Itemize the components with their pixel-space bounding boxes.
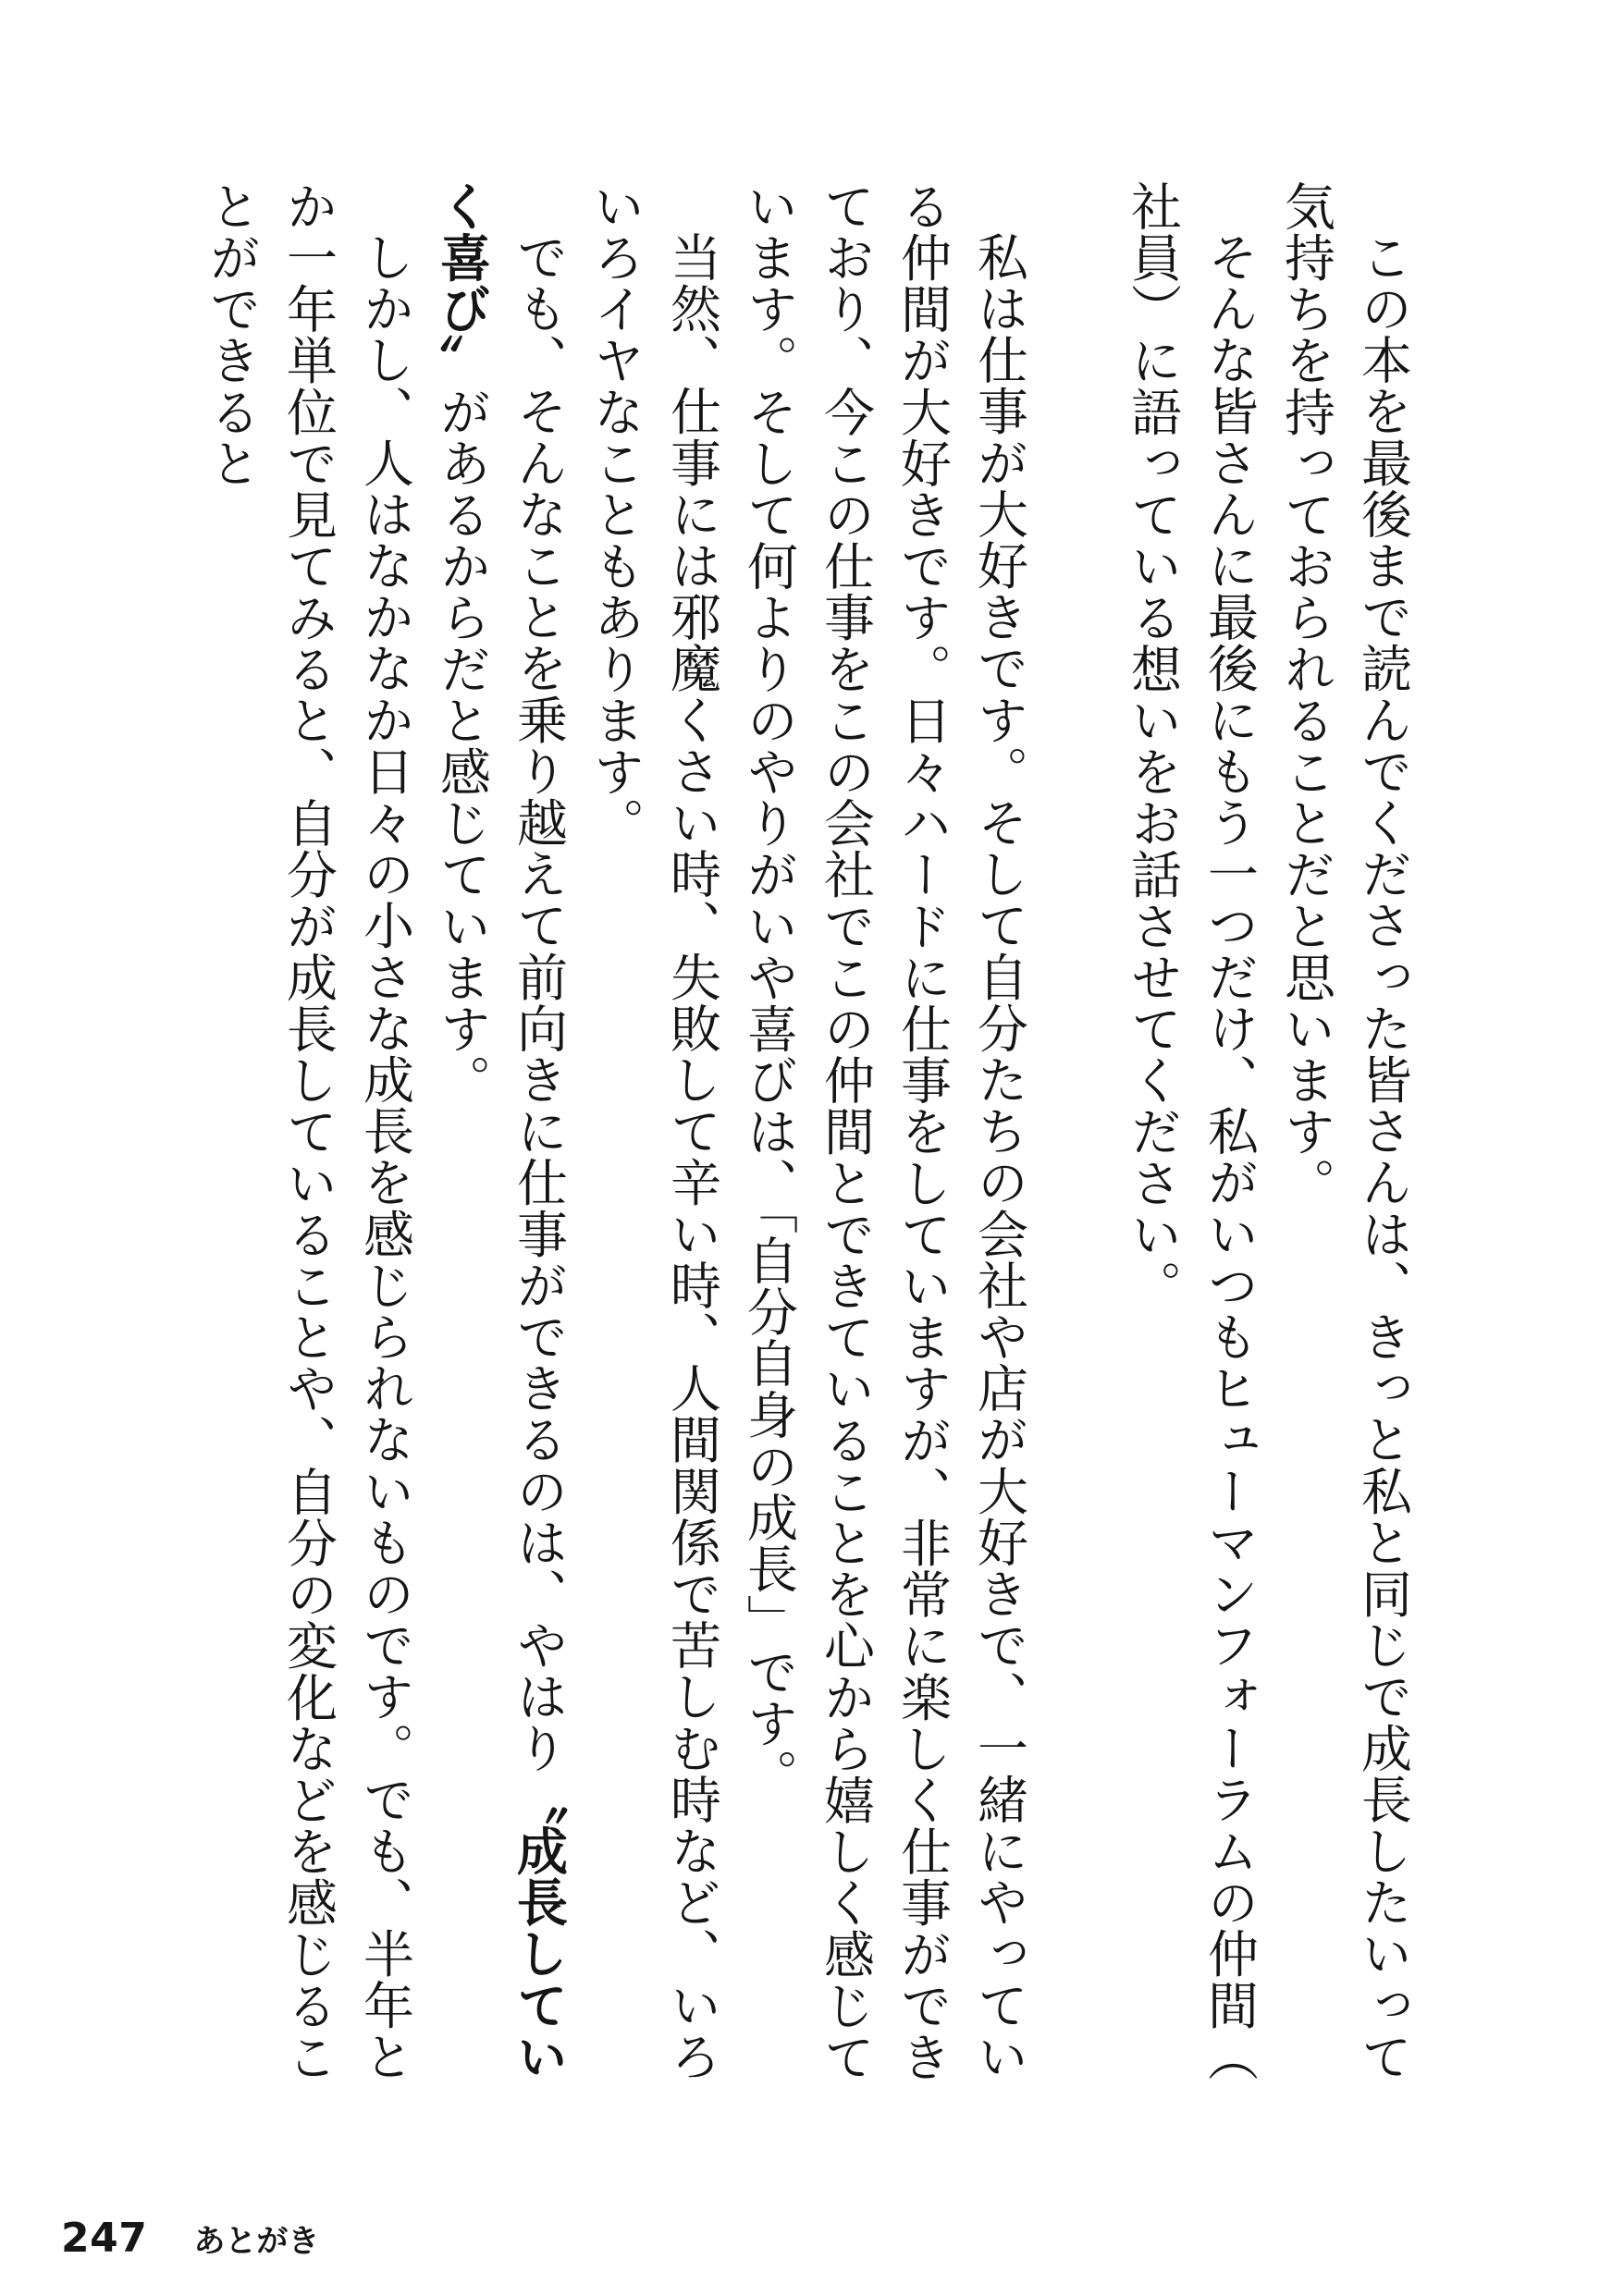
page-number: 247 — [61, 2215, 148, 2262]
paragraph-6-text: しかし、人はなかなか日々の小さな成長を感じられないものです。でも、半年とか一年単位で見てみると、自分が成長していることや、自分の変化などを感じることができると — [202, 180, 414, 2083]
paragraph-5 — [423, 180, 576, 2127]
paragraph-2-text: そんな皆さんに最後にもう一つだけ、私がいつもヒューマンフォーラムの仲間（社員）に語っている想いをお話させてください。 — [1123, 180, 1259, 2082]
paragraph-3-text: 私は仕事が大好きです。そして自分たちの会社や店が大好きで、一緒にやっている仲間が大好きです。日々ハードに仕事をしていますが、非常に楽しく仕事ができており、今この仕事をこの会社でこの仲間とできていることを心から嬉しく感じています。そして何よりのやりがいや喜びは、「自分自身の成長」です。 — [739, 180, 1028, 2083]
paragraph-3 — [730, 180, 1037, 2127]
paragraph-5-text-a: でも、そんなことを乗り越えて前向きに仕事ができるのは、やはり — [509, 231, 568, 1774]
page-footer — [61, 2215, 319, 2270]
paragraph-5-emphasis: 〝成長していく喜び〟 — [432, 180, 568, 2082]
body-text — [202, 180, 1421, 2127]
paragraph-5-text-b: があるからだと感じています。 — [432, 386, 491, 1106]
paragraph-4-text: 当然、仕事には邪魔くさい時、失敗して辛い時、人間関係で苦しむ時など、いろいろイヤなこともあります。 — [585, 180, 721, 2082]
paragraph-6 — [192, 180, 423, 2127]
paragraph-1 — [1267, 180, 1421, 2127]
paragraph-4 — [576, 180, 730, 2127]
paragraph-1-text: この本を最後まで読んでくださった皆さんは、きっと私と同じで成長したいって気持ちを持っておられることだと思います。 — [1276, 180, 1412, 2082]
paragraph-2 — [1113, 180, 1267, 2127]
section-name: あとがき — [193, 2223, 320, 2260]
